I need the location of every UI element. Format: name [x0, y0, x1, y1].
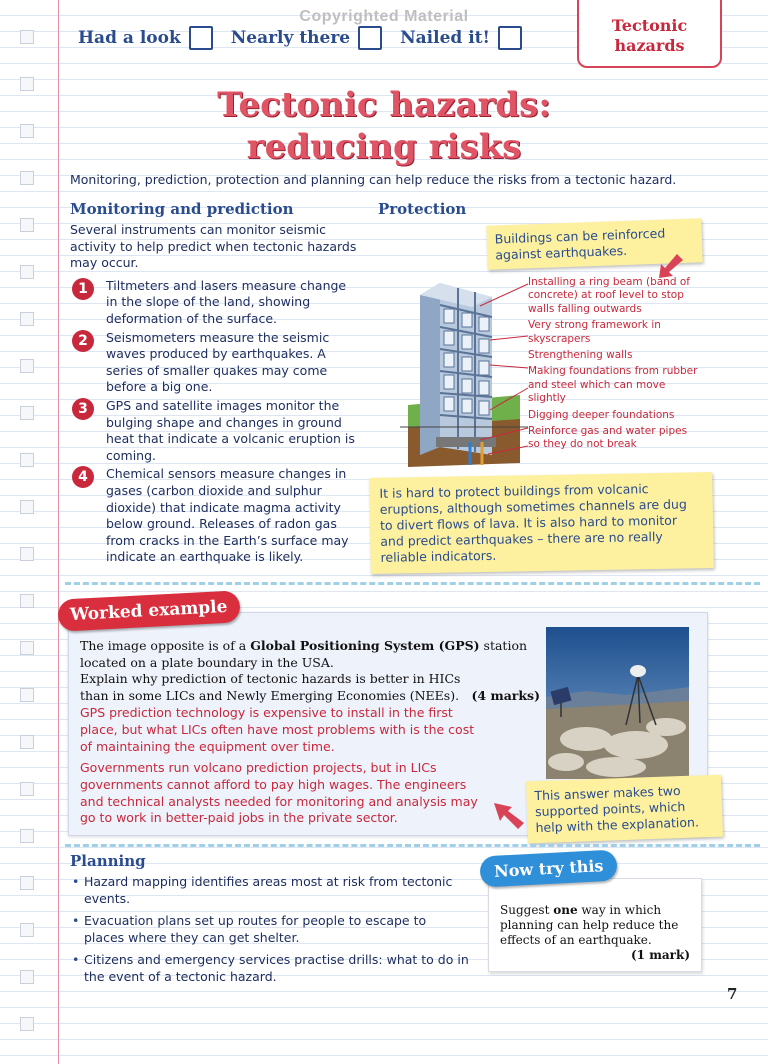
answer-comment-note: This answer makes two supported points, which help with the explanation. — [526, 775, 723, 844]
section-divider — [65, 844, 760, 847]
binder-holes — [20, 30, 34, 1064]
building-label: Reinforce gas and water pipes so they do not break — [528, 425, 688, 451]
arrow-icon — [490, 795, 526, 829]
monitoring-lead: Several instruments can monitor seismic activity to help predict when tectonic hazards may occur. — [70, 222, 357, 271]
checkbox-icon[interactable] — [358, 26, 382, 50]
intro-text: Monitoring, prediction, protection and planning can help reduce the risks from a tectonic hazard. — [70, 172, 677, 187]
check-had-a-look[interactable]: Had a look — [78, 26, 213, 50]
building-label: Strengthening walls — [528, 349, 633, 362]
number-badge: 4 — [72, 466, 94, 488]
section-tab: Tectonic hazards — [577, 0, 722, 68]
monitoring-heading: Monitoring and prediction — [70, 200, 294, 218]
monitoring-section — [70, 200, 360, 566]
list-item: • Citizens and emergency services practise drills: what to do in the event of a tectonic hazard. — [70, 952, 470, 985]
number-badge: 3 — [72, 398, 94, 420]
building-label: Very strong framework in skyscrapers — [528, 319, 661, 345]
number-badge: 2 — [72, 330, 94, 352]
arrow-icon — [655, 252, 685, 282]
checkbox-icon[interactable] — [189, 26, 213, 50]
building-labels — [528, 276, 698, 455]
planning-list — [70, 874, 470, 986]
checkbox-icon[interactable] — [498, 26, 522, 50]
worked-example-answer-1: GPS prediction technology is expensive to install in the first place, but what LICs often have most problems with is the cost of maintaining the equipment over time. — [80, 705, 475, 754]
copyright-watermark: Copyrighted Material — [299, 8, 469, 25]
worked-example-tag: Worked example — [57, 590, 240, 631]
section-divider — [65, 582, 760, 585]
list-item: 3 GPS and satellite images monitor the bulging shape and changes in ground heat that indicate a volcanic eruption is coming. — [70, 398, 360, 464]
page-title: Tectonic hazards: reducing risks — [217, 85, 551, 167]
list-item: 4 Chemical sensors measure changes in gases (carbon dioxide and sulphur dioxide) that indicate magma activity below ground. Releases of radon gas from cracks in the Earth’s surface may indicate an earthquake is likely. — [70, 466, 360, 566]
volcanic-note: It is hard to protect buildings from volcanic eruptions, although sometimes channels are dug to divert flows of lava. It is also hard to monitor and predict earthquakes – there are no really reliable indicators. — [369, 472, 714, 574]
list-item: 2 Seismometers measure the seismic waves produced by earthquakes. A series of smaller quakes may come before a big one. — [70, 330, 360, 396]
number-badge: 1 — [72, 278, 94, 300]
marks-label: (1 mark) — [631, 948, 690, 962]
list-item: • Evacuation plans set up routes for people to escape to places where they can get shelter. — [70, 913, 470, 946]
planning-heading: Planning — [70, 852, 146, 870]
worked-example-question: The image opposite is of a Global Positioning System (GPS) station located on a plate boundary in the USA. Explain why prediction of tectonic hazards is better in HICs than in some LICs and Newly Emerging Economies (NEEs). (4 marks) — [80, 638, 540, 703]
worked-example-answer-2: Governments run volcano prediction projects, but in LICs governments cannot afford to pay high wages. The engineers and technical analysts needed for monitoring and analysis may go to work in better-paid jobs in the private sector. — [80, 760, 478, 826]
building-label: Installing a ring beam (band of concrete) at roof level to stop walls falling outwards — [528, 276, 690, 315]
marks-label: (4 marks) — [471, 687, 540, 703]
progress-checkboxes — [78, 26, 522, 50]
now-try-tag: Now try this — [479, 849, 618, 887]
page-number: 7 — [727, 985, 738, 1003]
check-nearly-there[interactable]: Nearly there — [231, 26, 382, 50]
building-label: Digging deeper foundations — [528, 408, 675, 421]
label-leader-lines — [470, 270, 530, 470]
list-item: 1 Tiltmeters and lasers measure change in the slope of the land, showing deformation of the surface. — [70, 278, 360, 328]
check-nailed-it[interactable]: Nailed it! — [400, 26, 522, 50]
building-label: Making foundations from rubber and steel which can move slightly — [528, 365, 698, 405]
gps-station-photo — [546, 627, 689, 779]
now-try-question: Suggest one way in which planning can help reduce the effects of an earthquake. (1 mark) — [500, 903, 690, 962]
reinforce-note: Buildings can be reinforced against earthquakes. — [486, 218, 702, 269]
planning-section — [70, 852, 470, 992]
list-item: • Hazard mapping identifies areas most at risk from tectonic events. — [70, 874, 470, 907]
protection-heading: Protection — [378, 200, 467, 218]
